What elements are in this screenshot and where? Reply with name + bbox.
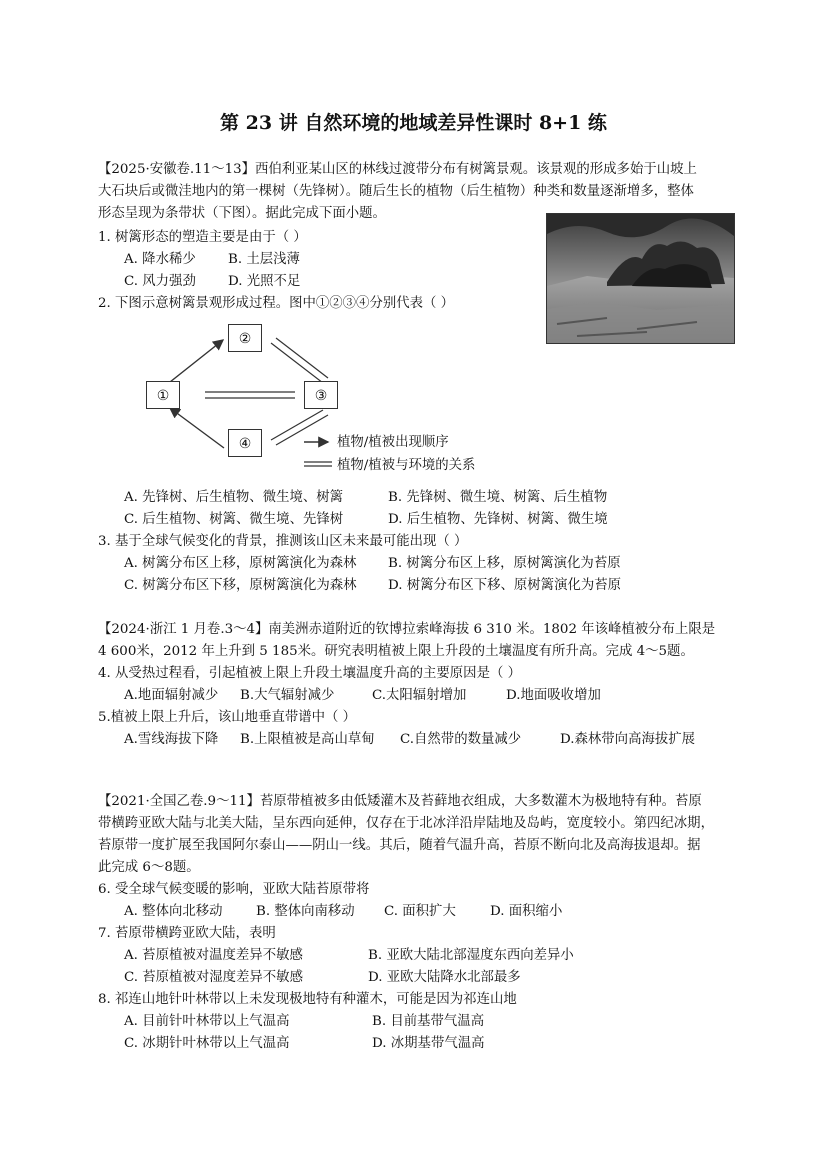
q7-option-a[interactable]: A. 苔原植被对温度差异不敏感 bbox=[124, 948, 303, 963]
q4-option-c[interactable]: C.太阳辐射增加 bbox=[372, 688, 467, 703]
rel-2-3 bbox=[276, 338, 328, 378]
q1-option-d[interactable]: D. 光照不足 bbox=[228, 274, 301, 289]
q7-option-d[interactable]: D. 亚欧大陆降水北部最多 bbox=[368, 970, 521, 985]
q6-option-d[interactable]: D. 面积缩小 bbox=[490, 904, 563, 919]
intro-line: 【2025·安徽卷.11～13】西伯利亚某山区的林线过渡带分布有树篱景观。该景观的形成多始于山坡上 bbox=[98, 162, 697, 177]
arrow-4-to-1 bbox=[170, 408, 224, 448]
q4-option-a[interactable]: A.地面辐射减少 bbox=[124, 688, 219, 703]
q5-option-a[interactable]: A.雪线海拔下降 bbox=[124, 732, 219, 747]
q1-stem: 1. 树篱形态的塑造主要是由于（ ） bbox=[98, 230, 307, 245]
intro-line: 此完成 6～8题。 bbox=[98, 860, 200, 875]
hedgerow-photo bbox=[546, 213, 735, 344]
q3-stem: 3. 基于全球气候变化的背景，推测该山区未来最可能出现（ ） bbox=[98, 534, 468, 549]
intro-line: 大石块后或微洼地内的第一棵树（先锋树）。随后生长的植物（后生植物）种类和数量逐渐增多，整体 bbox=[98, 184, 694, 199]
q3-option-c[interactable]: C. 树篱分布区下移，原树篱演化为森林 bbox=[124, 578, 357, 593]
q5-option-c[interactable]: C.自然带的数量减少 bbox=[400, 732, 522, 747]
q6-option-a[interactable]: A. 整体向北移动 bbox=[124, 904, 223, 919]
q2-option-a[interactable]: A. 先锋树、后生植物、微生境、树篱 bbox=[124, 490, 344, 505]
intro-line: 苔原带一度扩展至我国阿尔泰山——阴山一线。其后，随着气温升高，苔原不断向北及高海拔退却。据 bbox=[98, 838, 701, 853]
legend-relation-label: 植物/植被与环境的关系 bbox=[337, 458, 476, 473]
q7-stem: 7. 苔原带横跨亚欧大陆，表明 bbox=[98, 926, 276, 941]
q2-option-d[interactable]: D. 后生植物、先锋树、树篱、微生境 bbox=[388, 512, 608, 527]
arrow-1-to-2 bbox=[170, 340, 223, 382]
q3-option-b[interactable]: B. 树篱分布区上移，原树篱演化为苔原 bbox=[388, 556, 621, 571]
q5-option-b[interactable]: B.上限植被是高山草甸 bbox=[240, 732, 375, 747]
q4-option-b[interactable]: B.大气辐射减少 bbox=[240, 688, 335, 703]
q4-option-d[interactable]: D.地面吸收增加 bbox=[506, 688, 601, 703]
legend-order-label: 植物/植被出现顺序 bbox=[337, 435, 449, 450]
q6-option-b[interactable]: B. 整体向南移动 bbox=[256, 904, 355, 919]
q2-option-b[interactable]: B. 先锋树、微生境、树篱、后生植物 bbox=[388, 490, 608, 505]
q4-stem: 4. 从受热过程看，引起植被上限上升段土壤温度升高的主要原因是（ ） bbox=[98, 666, 522, 681]
legend-icons bbox=[302, 434, 336, 474]
q8-option-d[interactable]: D. 冰期基带气温高 bbox=[372, 1036, 485, 1051]
intro-line: 4 600米，2012 年上升到 5 185米。研究表明植被上限上升段的土壤温度有所升高。完成 4～5题。 bbox=[98, 644, 694, 659]
rel-2-3 bbox=[271, 343, 323, 383]
diagram-node-4: ④ bbox=[228, 429, 262, 457]
intro-line: 带横跨亚欧大陆与北美大陆，呈东西向延伸，仅存在于北冰洋沿岸陆地及岛屿，宽度较小。第四纪冰期， bbox=[98, 816, 714, 831]
q7-option-c[interactable]: C. 苔原植被对湿度差异不敏感 bbox=[124, 970, 303, 985]
q5-stem: 5.植被上限上升后，该山地垂直带谱中（ ） bbox=[98, 710, 357, 725]
intro-line: 【2024·浙江 1 月卷.3～4】南美洲赤道附近的钦博拉索峰海拔 6 310 米。1802 年该峰植被分布上限是 bbox=[98, 622, 716, 637]
q3-option-d[interactable]: D. 树篱分布区下移、原树篱演化为苔原 bbox=[388, 578, 622, 593]
intro-line: 形态呈现为条带状（下图）。据此完成下面小题。 bbox=[98, 206, 386, 221]
q1-option-c[interactable]: C. 风力强劲 bbox=[124, 274, 196, 289]
q3-option-a[interactable]: A. 树篱分布区上移，原树篱演化为森林 bbox=[124, 556, 357, 571]
intro-line: 【2021·全国乙卷.9～11】苔原带植被多由低矮灌木及苔藓地衣组成，大多数灌木为极地特有种。苔原 bbox=[98, 794, 702, 809]
q2-stem: 2. 下图示意树篱景观形成过程。图中①②③④分别代表（ ） bbox=[98, 296, 455, 311]
q8-option-c[interactable]: C. 冰期针叶林带以上气温高 bbox=[124, 1036, 290, 1051]
q7-option-b[interactable]: B. 亚欧大陆北部湿度东西向差异小 bbox=[368, 948, 574, 963]
q1-option-b[interactable]: B. 土层浅薄 bbox=[228, 252, 300, 267]
q8-stem: 8. 祁连山地针叶林带以上未发现极地特有种灌木，可能是因为祁连山地 bbox=[98, 992, 517, 1007]
q6-stem: 6. 受全球气候变暖的影响，亚欧大陆苔原带将 bbox=[98, 882, 370, 897]
q8-option-a[interactable]: A. 目前针叶林带以上气温高 bbox=[124, 1014, 290, 1029]
q5-option-d[interactable]: D.森林带向高海拔扩展 bbox=[560, 732, 696, 747]
diagram-node-1: ① bbox=[146, 381, 180, 409]
q8-option-b[interactable]: B. 目前基带气温高 bbox=[372, 1014, 485, 1029]
page-title: 第 23 讲 自然环境的地域差异性课时 8+1 练 bbox=[220, 112, 607, 134]
diagram-node-3: ③ bbox=[304, 381, 338, 409]
q1-option-a[interactable]: A. 降水稀少 bbox=[124, 252, 196, 267]
diagram-node-2: ② bbox=[228, 324, 262, 352]
q2-option-c[interactable]: C. 后生植物、树篱、微生境、先锋树 bbox=[124, 512, 344, 527]
q6-option-c[interactable]: C. 面积扩大 bbox=[384, 904, 456, 919]
